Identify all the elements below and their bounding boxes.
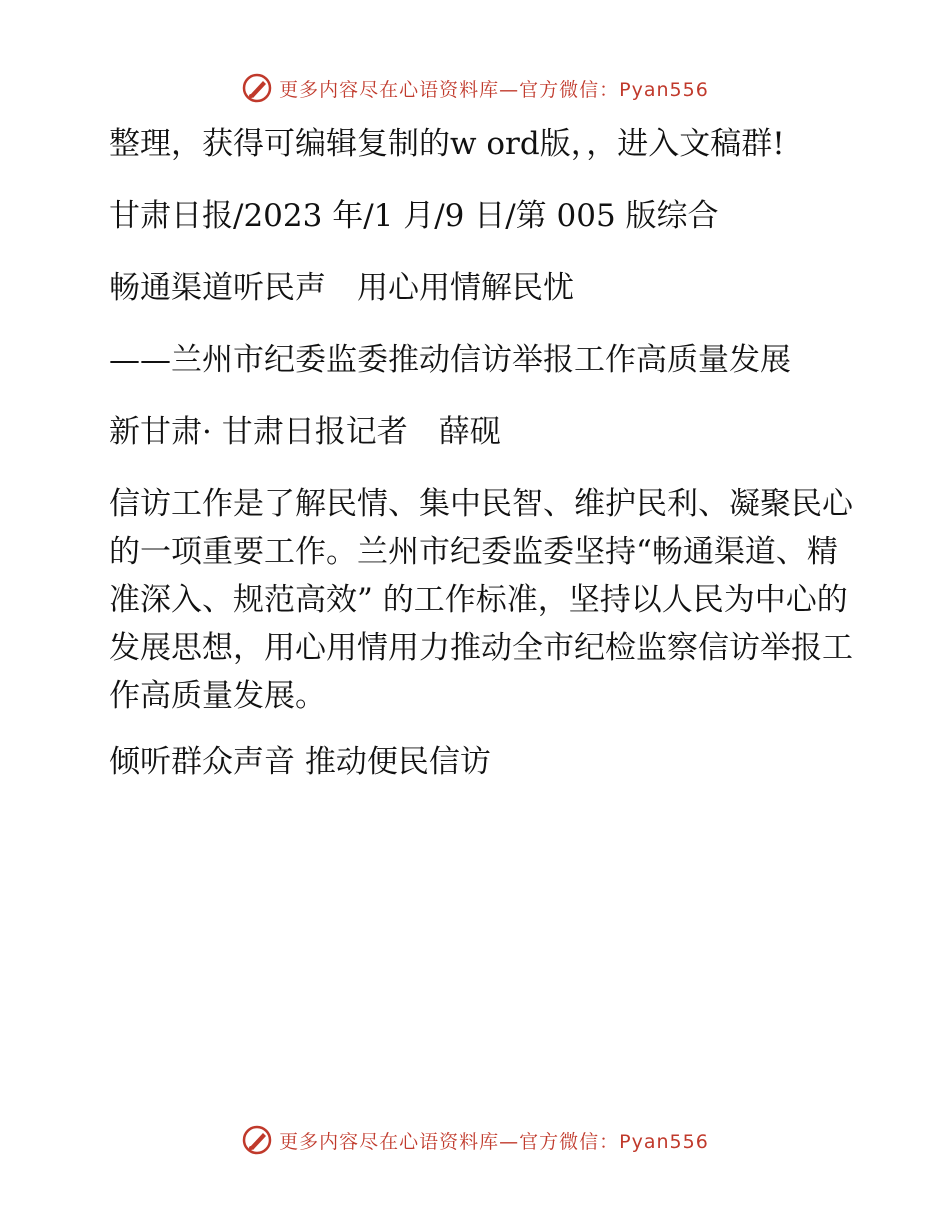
intro-note: [97, 120, 857, 168]
pen-logo-icon: [241, 1124, 273, 1156]
article-subtitle-text: ——兰州市纪委监委推动信访举报工作高质量发展: [109, 342, 791, 378]
intro-note-text: 整理，获得可编辑复制的w ord版，，进入文稿群!: [109, 126, 785, 162]
watermark-text: 更多内容尽在心语资料库—官方微信：Pyan556: [279, 1130, 709, 1153]
section-heading: [97, 738, 857, 786]
article-subtitle: [97, 336, 857, 384]
document-body: [97, 120, 857, 810]
watermark-text: 更多内容尽在心语资料库—官方微信：Pyan556: [279, 78, 709, 101]
body-paragraph-text: 信访工作是了解民情、集中民智、维护民利、凝聚民心的一项重要工作。兰州市纪委监委坚持“畅通渠道、精准深入、规范高效” 的工作标准，坚持以人民为中心的发展思想，用心用情用力推动全市纪检监察信访举报工作高质量发展。: [109, 486, 853, 714]
pen-logo-icon: [241, 72, 273, 104]
article-title-text: 畅通渠道听民声 用心用情解民忧: [109, 270, 574, 306]
source-line-text: 甘肃日报/2023 年/1 月/9 日/第 005 版综合: [109, 198, 719, 234]
source-line: [97, 192, 857, 240]
byline-text: 新甘肃· 甘肃日报记者 薛砚: [109, 414, 501, 450]
watermark-footer: [0, 1124, 950, 1156]
byline: [97, 408, 857, 456]
article-title: [97, 264, 857, 312]
body-paragraph: [97, 480, 857, 720]
section-heading-text: 倾听群众声音 推动便民信访: [109, 744, 491, 780]
watermark-header: [0, 72, 950, 104]
